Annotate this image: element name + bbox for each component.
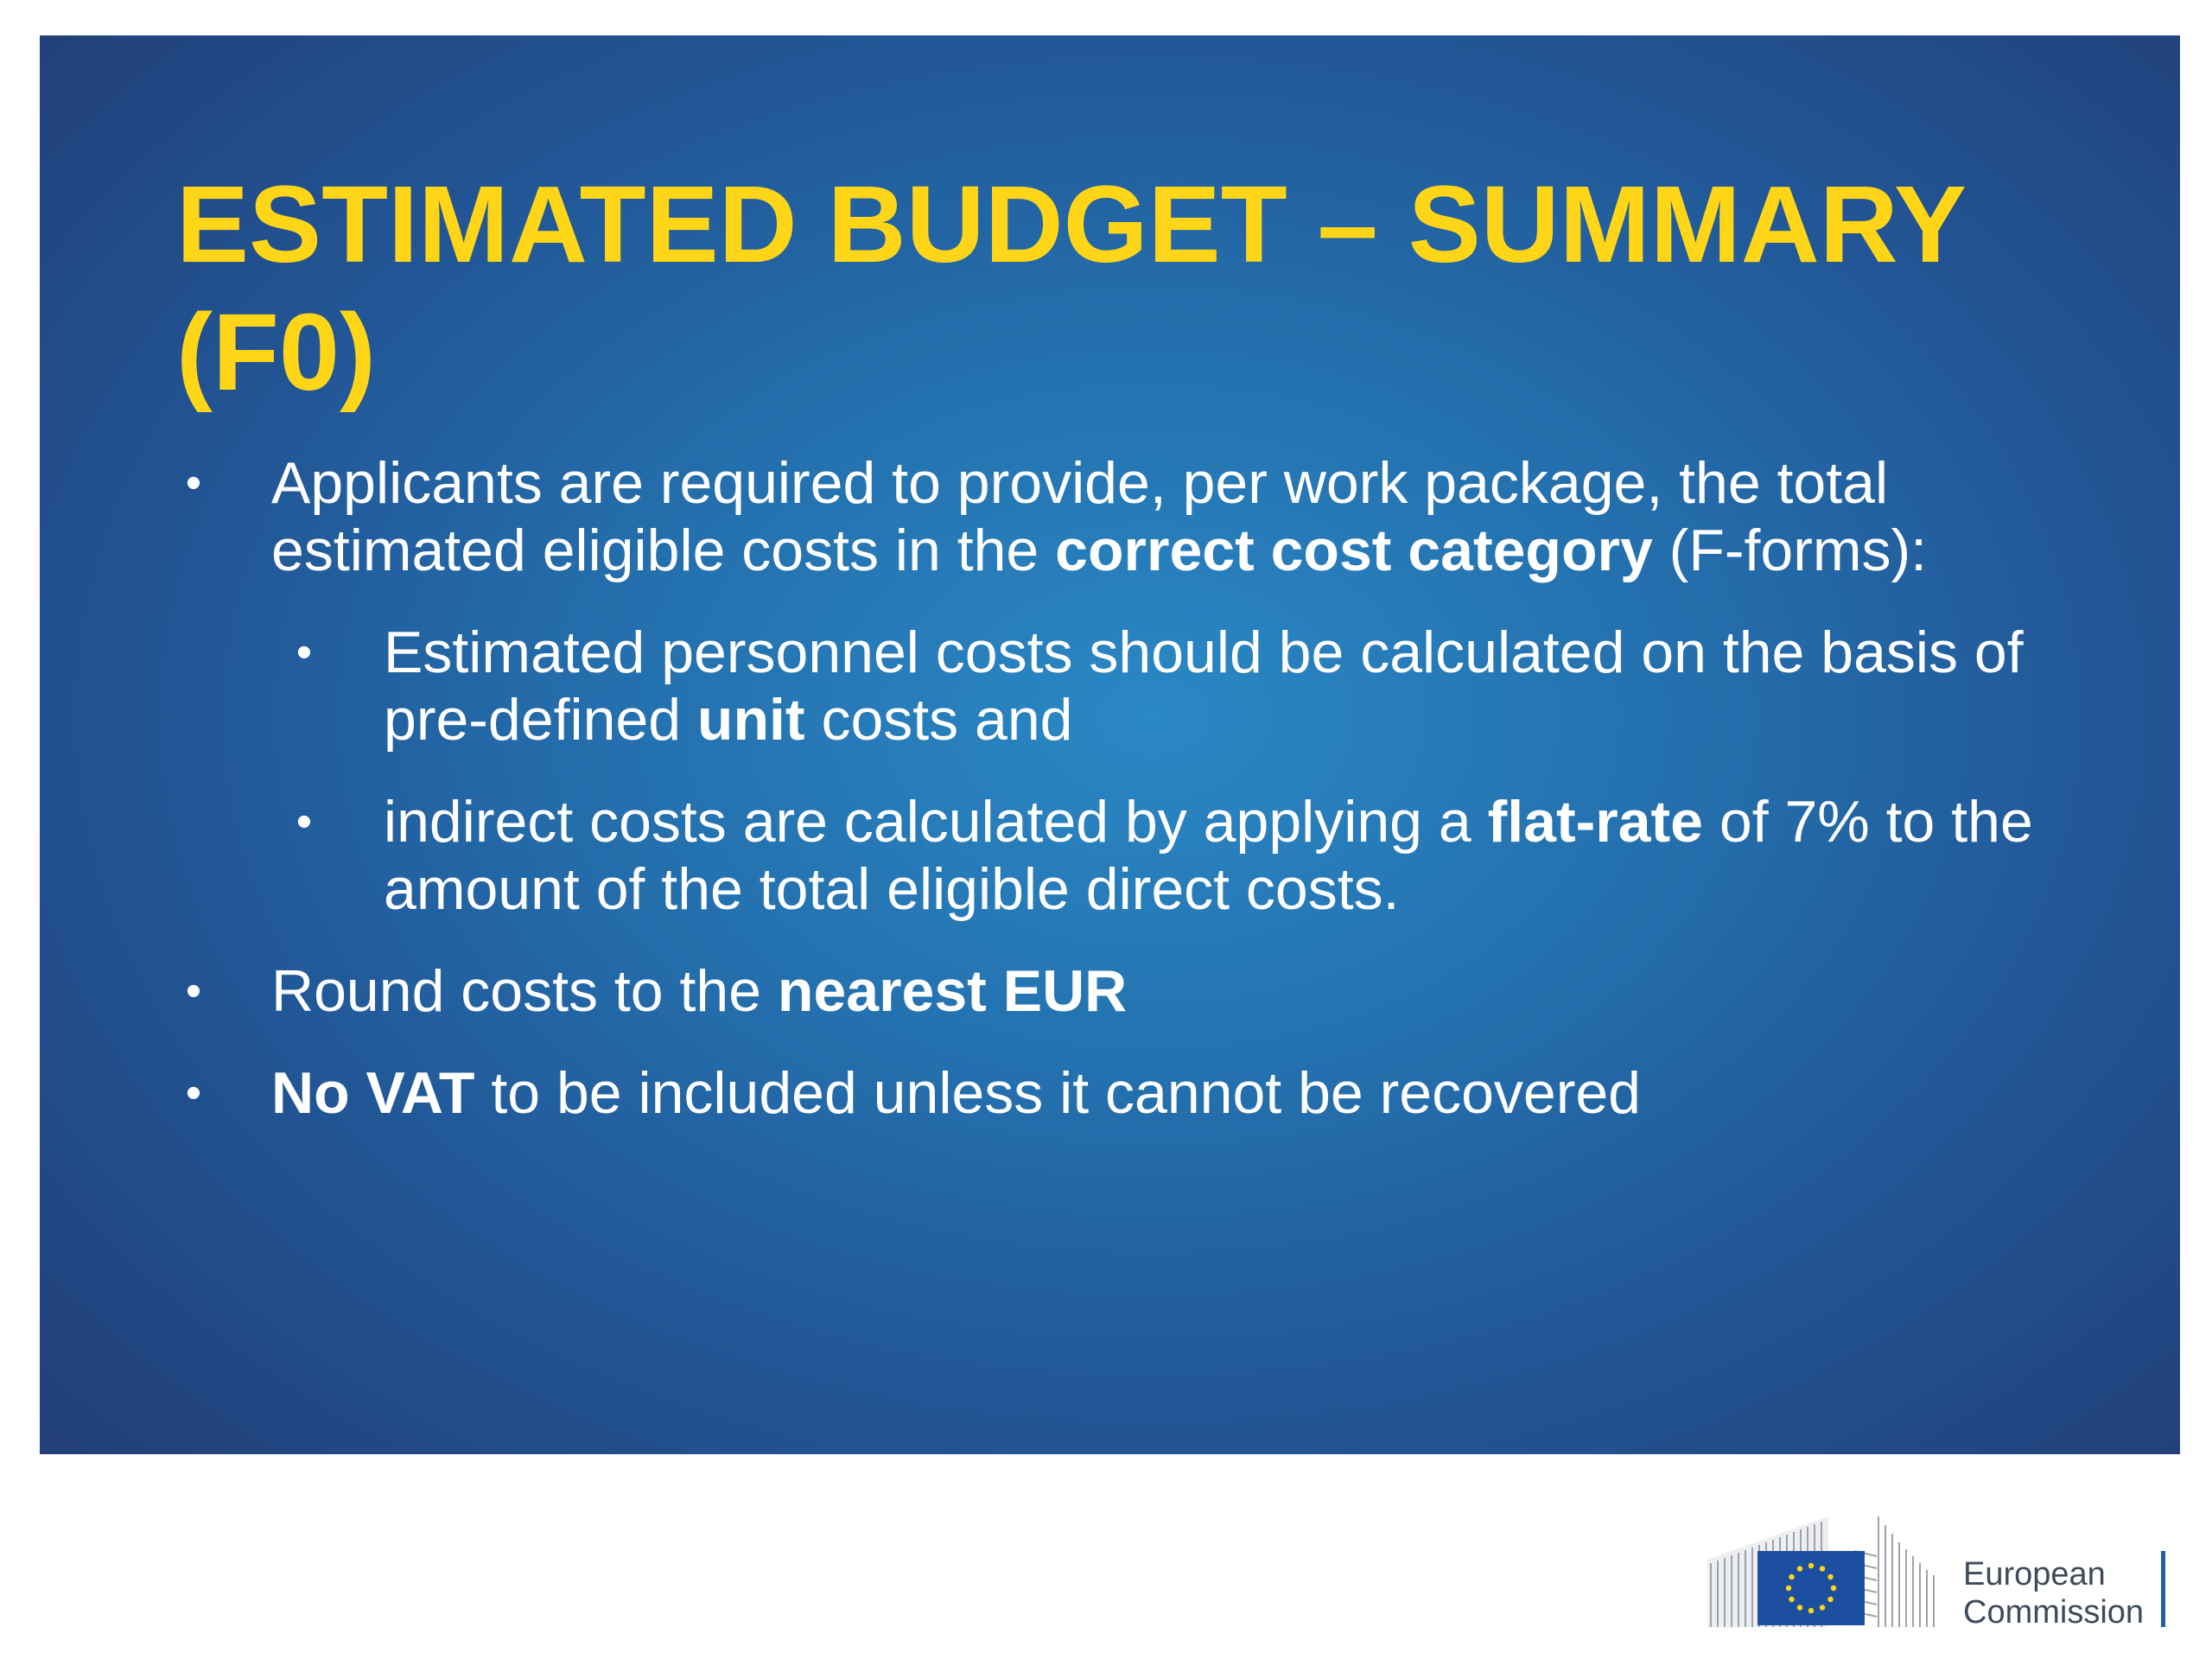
sub-bullet-text: indirect costs are calculated by applying a flat-rate of 7% to the amount of the total eligible direct costs. — [384, 789, 2033, 922]
sub-bullet-text: Estimated personnel costs should be calculated on the basis of pre-defined unit costs and — [384, 620, 2024, 753]
sub-bullet-item-personnel-costs — [176, 619, 2094, 753]
bullet-text: No VAT to be included unless it cannot be recovered — [271, 1060, 1641, 1126]
slide-title-line-2: (F0) — [176, 291, 376, 413]
logo-wordmark — [1963, 1555, 2144, 1631]
bullet-text: Round costs to the nearest EUR — [271, 958, 1128, 1024]
bullet-text: Applicants are required to provide, per work package, the total estimated eligible costs in the correct cost category (F-forms): — [271, 450, 1928, 583]
eu-flag-building-icon — [1707, 1499, 1958, 1629]
bullet-item-cost-category — [176, 449, 2094, 584]
emphasis-correct-cost-category: correct cost category — [1055, 518, 1653, 583]
bullet-list — [176, 449, 2094, 1127]
emphasis-unit: unit — [696, 687, 805, 753]
bullet-item-no-vat — [176, 1059, 2094, 1127]
bullet-dot: • — [185, 966, 202, 1016]
logo-line-european: European — [1963, 1556, 2106, 1592]
emphasis-no-vat: No VAT — [271, 1060, 475, 1126]
slide-title — [176, 161, 2077, 416]
bullet-dot: • — [185, 1068, 202, 1118]
logo-accent-bar — [2161, 1551, 2165, 1627]
sub-bullet-dot: • — [296, 627, 313, 677]
bullet-dot: • — [185, 458, 202, 508]
bullet-item-round-costs — [176, 957, 2094, 1025]
emphasis-nearest-eur: nearest EUR — [777, 958, 1128, 1024]
logo-line-commission: Commission — [1963, 1594, 2145, 1630]
sub-bullet-item-indirect-costs — [176, 788, 2094, 923]
emphasis-flat-rate: flat-rate — [1487, 789, 1703, 855]
sub-bullet-dot: • — [296, 797, 313, 847]
slide-title-line-1: ESTIMATED BUDGET – SUMMARY — [176, 163, 1967, 285]
